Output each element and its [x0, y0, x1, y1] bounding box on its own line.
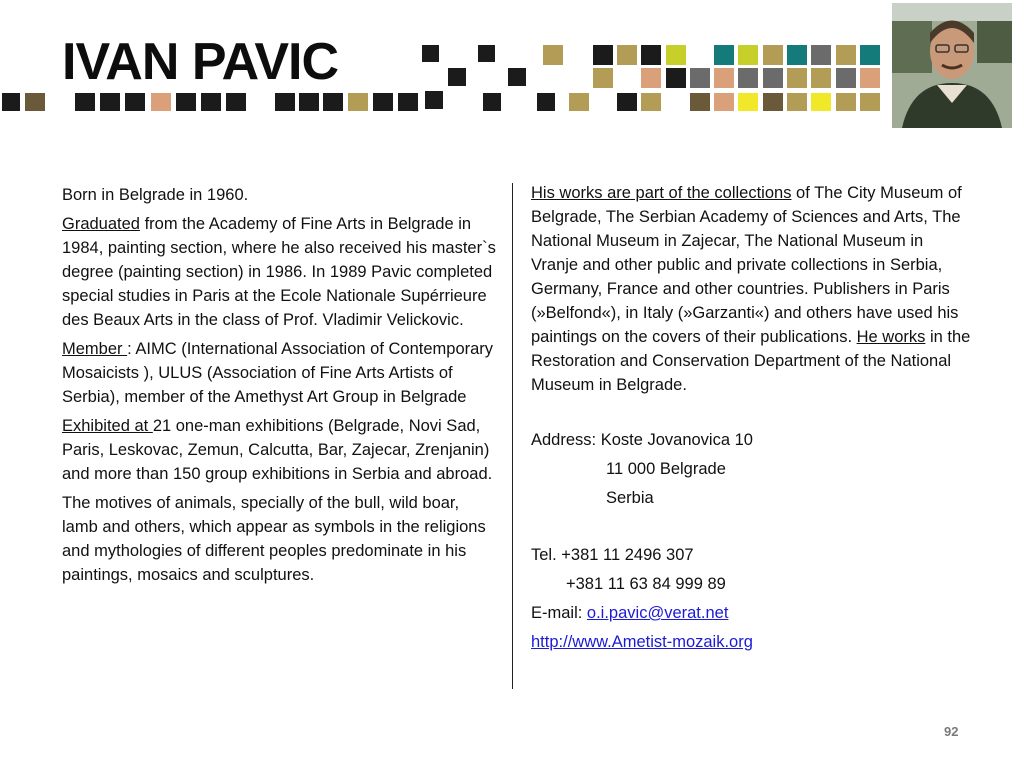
mosaic-tile	[593, 45, 613, 65]
contact-block	[531, 541, 971, 657]
mosaic-tile	[422, 45, 439, 62]
mosaic-tile	[2, 93, 20, 111]
works-text: in the Restoration and Conservation Department of the National Museum in Belgrade.	[531, 328, 971, 394]
portrait-photo	[892, 3, 1012, 128]
portrait-image	[892, 3, 1012, 128]
mosaic-tile	[125, 93, 145, 111]
page-number: 92	[944, 724, 959, 739]
mosaic-tile	[714, 93, 734, 111]
exhibited-text: 21 one-man exhibitions (Belgrade, Novi Sad, Paris, Leskovac, Zemun, Calcutta, Bar, Zajecar, Zrenjanin) and more than 150 group exhibitions in Serbia and abroad.	[62, 417, 493, 483]
mosaic-tile	[811, 93, 831, 111]
mosaic-tile	[836, 68, 856, 88]
member-text: : AIMC (International Association of Contemporary Mosaicists ), ULUS (Association of Fine Arts Artists of Serbia), member of the Amethyst Art Group in Belgrade	[62, 340, 494, 406]
biography-column	[62, 183, 498, 592]
mosaic-tile	[690, 93, 710, 111]
mosaic-tile	[787, 45, 807, 65]
mosaic-tile	[201, 93, 221, 111]
mosaic-tile	[151, 93, 171, 111]
mosaic-tile	[714, 68, 734, 88]
email-label: E-mail:	[531, 604, 587, 622]
mosaic-tile	[617, 45, 637, 65]
mosaic-tile	[811, 45, 831, 65]
mosaic-tile	[860, 45, 880, 65]
graduated-paragraph	[62, 212, 498, 332]
exhibited-paragraph	[62, 414, 498, 486]
mosaic-tile	[543, 45, 563, 65]
collections-label: His works are part of the collections	[531, 184, 792, 202]
mosaic-tile	[275, 93, 295, 111]
mosaic-tile	[323, 93, 343, 111]
email-line	[531, 599, 971, 628]
tel-line-2: +381 11 63 84 999 89	[566, 575, 726, 593]
mosaic-tile	[836, 45, 856, 65]
mosaic-tile	[763, 45, 783, 65]
mosaic-tile	[617, 93, 637, 111]
born-text: Born in Belgrade in 1960.	[62, 186, 249, 204]
mosaic-tile	[763, 93, 783, 111]
collections-text: of The City Museum of Belgrade, The Serbian Academy of Sciences and Arts, The National Museum in Zajecar, The National Museum in Vranje and other public and private collections in Serbia, Germany, France and other countries. Publishers in Paris (»Belfond«), in Italy (»Garzanti«) and others have used his paintings on the covers of their publications.	[531, 184, 962, 346]
mosaic-tile	[593, 68, 613, 88]
motives-paragraph	[62, 491, 498, 587]
exhibited-label: Exhibited at	[62, 417, 153, 435]
member-paragraph	[62, 337, 498, 409]
graduated-text: from the Academy of Fine Arts in Belgrade in 1984, painting section, where he also received his master`s degree (painting section) in 1986. In 1989 Pavic completed special studies in Paris at the Ecole Nationale Supérrieure des Beaux Arts in the class of Prof. Vladimir Velickovic.	[62, 215, 496, 329]
column-divider	[512, 183, 513, 689]
tel-line-1: Tel. +381 11 2496 307	[531, 546, 694, 564]
mosaic-tile	[483, 93, 501, 111]
mosaic-tile	[738, 45, 758, 65]
website-link[interactable]: http://www.Ametist-mozaik.org	[531, 633, 753, 651]
mosaic-tile	[787, 93, 807, 111]
collections-contact-column	[531, 181, 971, 657]
born-paragraph	[62, 183, 498, 207]
mosaic-tile	[75, 93, 95, 111]
mosaic-tile	[714, 45, 734, 65]
mosaic-tile	[348, 93, 368, 111]
graduated-label: Graduated	[62, 215, 140, 233]
mosaic-tile	[690, 68, 710, 88]
mosaic-tile	[569, 93, 589, 111]
page-title: IVAN PAVIC	[62, 33, 339, 91]
mosaic-tile	[537, 93, 555, 111]
mosaic-tile	[836, 93, 856, 111]
website-line	[531, 628, 971, 657]
mosaic-tile	[787, 68, 807, 88]
mosaic-tile	[299, 93, 319, 111]
works-label: He works	[856, 328, 926, 346]
mosaic-tile	[398, 93, 418, 111]
mosaic-tile	[373, 93, 393, 111]
mosaic-tile	[100, 93, 120, 111]
mosaic-tile	[860, 68, 880, 88]
address-line-2: 11 000 Belgrade	[606, 460, 726, 478]
address-line-1: Address: Koste Jovanovica 10	[531, 431, 753, 449]
mosaic-tile	[738, 68, 758, 88]
mosaic-tile	[763, 68, 783, 88]
mosaic-tile	[641, 68, 661, 88]
collections-paragraph	[531, 181, 971, 397]
mosaic-tile	[666, 45, 686, 65]
mosaic-tile	[478, 45, 495, 62]
mosaic-tile	[811, 68, 831, 88]
mosaic-tile	[641, 45, 661, 65]
mosaic-tile	[666, 68, 686, 88]
mosaic-tile	[508, 68, 526, 86]
mosaic-tile	[641, 93, 661, 111]
member-label: Member	[62, 340, 128, 358]
mosaic-tile	[176, 93, 196, 111]
mosaic-tile	[860, 93, 880, 111]
mosaic-tile	[425, 91, 443, 109]
address-line-3: Serbia	[606, 489, 654, 507]
mosaic-tile	[738, 93, 758, 111]
mosaic-tile	[448, 68, 466, 86]
email-link[interactable]: o.i.pavic@verat.net	[586, 604, 729, 622]
address-block	[531, 426, 971, 513]
motives-text: The motives of animals, specially of the bull, wild boar, lamb and others, which appear as symbols in the religions and mythologies of different peoples predominate in his paintings, mosaics and sculptures.	[62, 494, 486, 584]
mosaic-tile	[25, 93, 45, 111]
mosaic-tile	[226, 93, 246, 111]
